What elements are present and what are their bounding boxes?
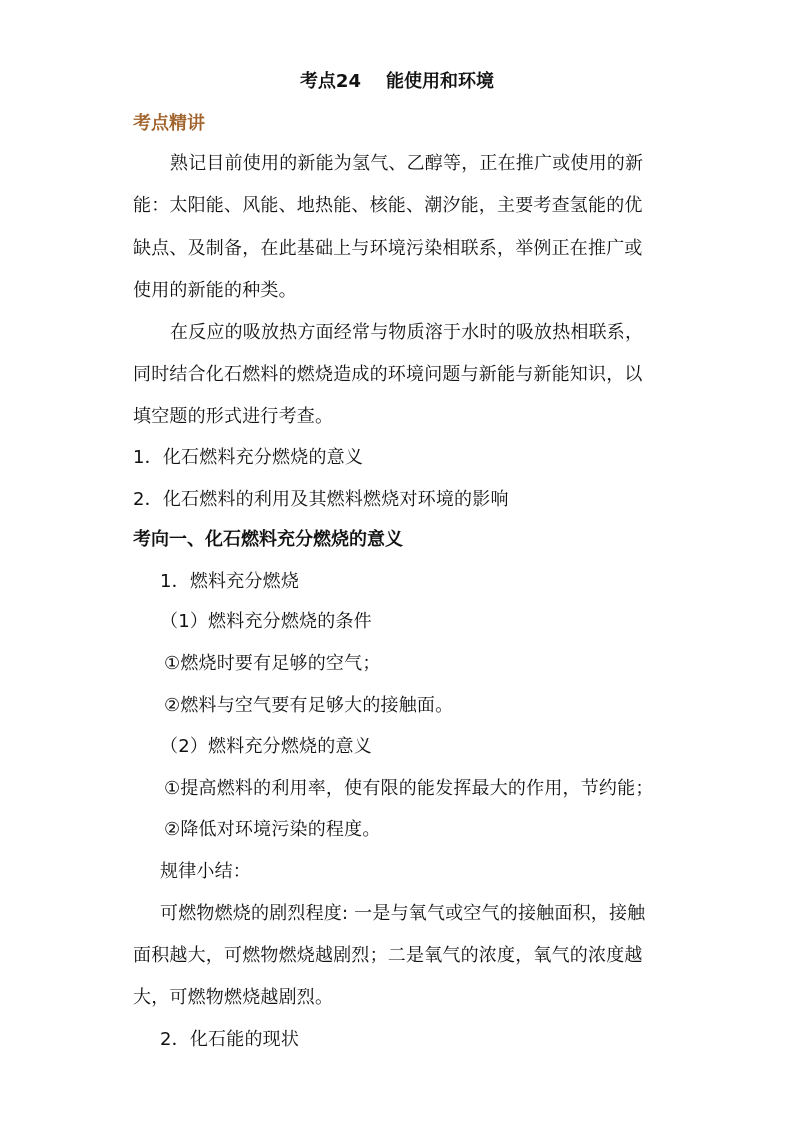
intro-line-2: 能：太阳能、风能、地热能、核能、潮汐能，主要考查氢能的优 [133,195,643,216]
list-item-1: 1．化石燃料充分燃烧的意义 [133,447,364,468]
meaning-heading: （2）燃料充分燃烧的意义 [160,736,372,757]
condition-item-1: ①燃烧时要有足够的空气； [164,653,381,674]
summary-line-3: 大，可燃物燃烧越剧烈。 [133,987,334,1008]
condition-heading: （1）燃料充分燃烧的条件 [160,611,372,632]
sub2-heading: 2．化石能的现状 [160,1029,300,1050]
intro-line-4: 使用的新能的种类。 [133,280,297,301]
meaning-item-1: ①提高燃料的利用率，使有限的能发挥最大的作用，节约能； [164,778,654,799]
direction-heading: 考向一、化石燃料充分燃烧的意义 [133,529,403,550]
condition-item-2: ②燃料与空气要有足够大的接触面。 [164,695,454,716]
para2-line-3: 填空题的形式进行考查。 [133,406,334,427]
sub1-heading: 1．燃料充分燃烧 [160,571,300,592]
page-title: 考点24 能使用和环境 [299,71,495,92]
summary-line-1: 可燃物燃烧的剧烈程度: 一是与氧气或空气的接触面积，接触 [160,903,646,924]
summary-label: 规律小结： [160,861,251,882]
para2-line-2: 同时结合化石燃料的燃烧造成的环境问题与新能与新能知识，以 [133,364,643,385]
intro-line-3: 缺点、及制备，在此基础上与环境污染相联系，举例正在推广或 [133,238,643,259]
para2-line-1: 在反应的吸放热方面经常与物质溶于水时的吸放热相联系， [170,322,644,343]
section-label: 考点精讲 [133,113,205,134]
meaning-item-2: ②降低对环境污染的程度。 [164,819,381,840]
summary-line-2: 面积越大，可燃物燃烧越剧烈；二是氧气的浓度，氧气的浓度越 [133,945,643,966]
intro-line-1: 熟记目前使用的新能为氢气、乙醇等，正在推广或使用的新 [170,153,644,174]
list-item-2: 2．化石燃料的利用及其燃料燃烧对环境的影响 [133,489,509,510]
